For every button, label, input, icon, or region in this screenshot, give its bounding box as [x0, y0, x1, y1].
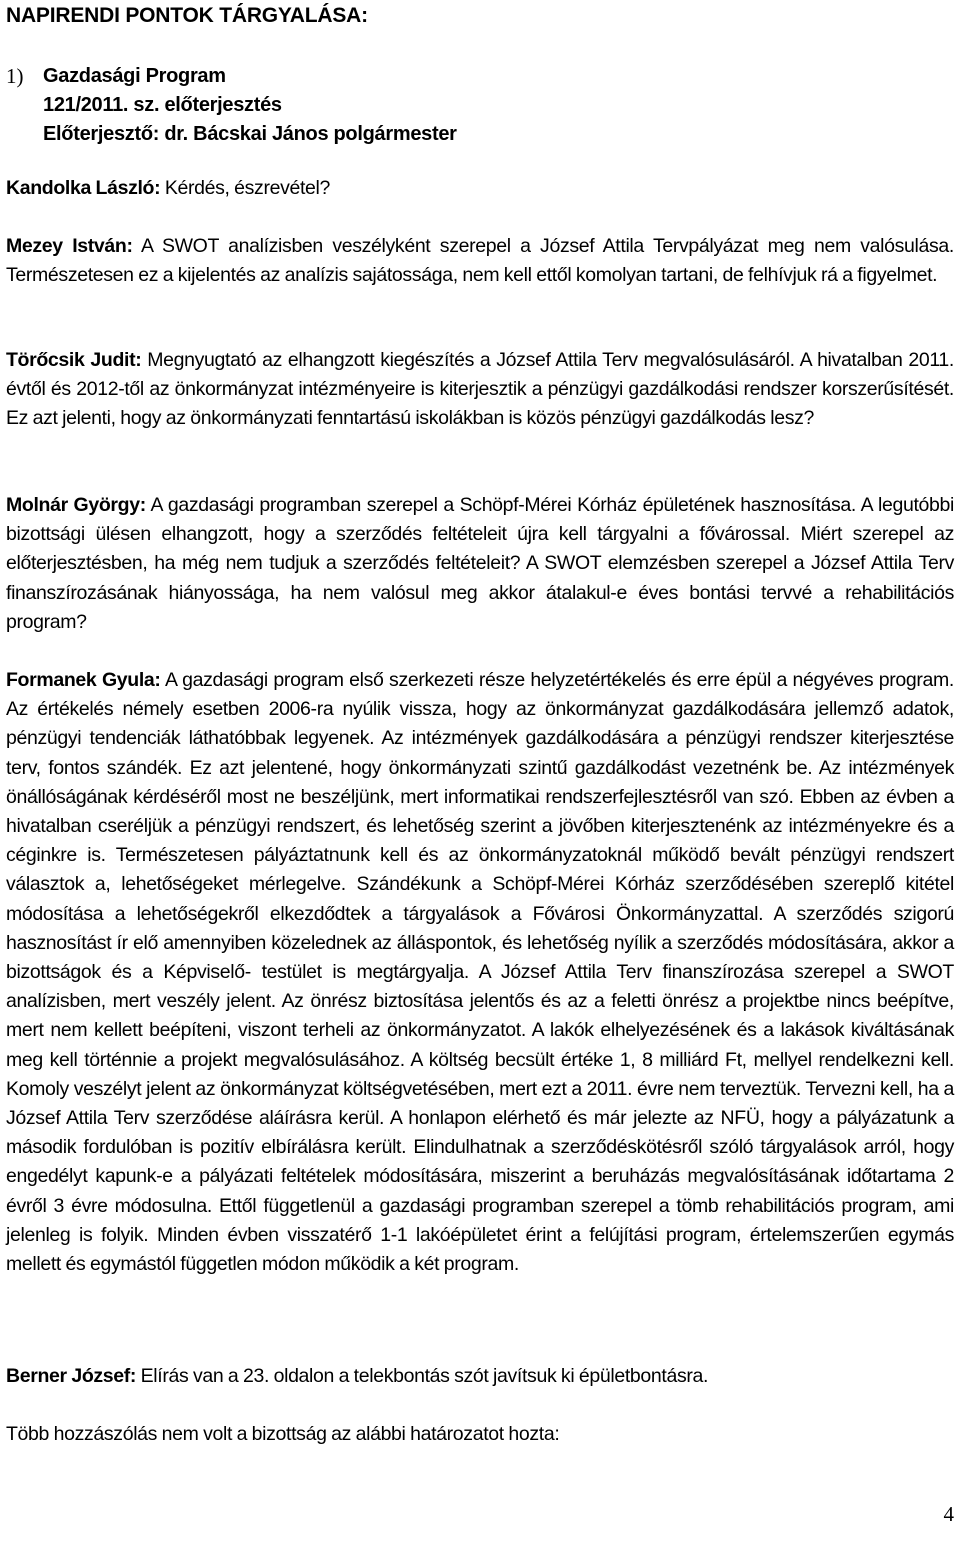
paragraph-formanek [6, 666, 954, 1279]
speaker-name: Molnár György: [6, 494, 146, 516]
paragraph-text: A gazdasági programban szerepel a Schöpf-Mérei Kórház épületének hasznosítása. A legutóbbi bizottsági ülésen elhangzott, hogy a szerződés feltételeit újra kell tárgyalni a fővárossal. Miért szerepel az előterjesztésben, ha még nem tudjuk a szerződés feltételeit? A SWOT elemzésben szerepel a József Attila Terv finanszírozásának hiányossága, ha nem valósul meg akkor átalakul-e éves bontási tervvé a rehabilitációs program? [6, 494, 954, 633]
paragraph-torocsik [6, 346, 954, 434]
paragraph-kandolka [6, 174, 954, 203]
speaker-name: Mezey István: [6, 235, 133, 257]
paragraph-molnar [6, 491, 954, 637]
speaker-name: Formanek Gyula: [6, 669, 161, 691]
paragraph-text: A SWOT analízisben veszélyként szerepel a József Attila Tervpályázat meg nem valósulása. Természetesen ez a kijelentés az analízis sajátossága, nem kell ettől komolyan tartani, de felhívjuk rá a figyelmet. [6, 235, 954, 287]
paragraph-berner [6, 1362, 954, 1391]
agenda-item-presenter: Előterjesztő: dr. Bácskai János polgármester [43, 123, 457, 145]
speaker-name: Kandolka László: [6, 177, 161, 199]
agenda-item [43, 62, 457, 149]
page-number: 4 [943, 1502, 954, 1526]
agenda-item-number: 1) [6, 64, 24, 88]
paragraph-text: A gazdasági program első szerkezeti része helyzetértékelés és erre épül a négyéves program. Az értékelés némely esetben 2006-ra nyúlik vissza, hogy az önkormányzat gazdálkodására jellemző adatok, pénzügyi tendenciák láthatóbbak legyenek. Az intézmények gazdálkodására a pénzügyi rendszer kiterjesztése terv, fontos szándék. Ez azt jelentené, hogy önkormányzati szintű gazdálkodást vezetnénk be. Az intézmények önállóságának kérdéséről most ne beszéljünk, mert informatikai rendszerfejlesztésről van szó. Ebben az évben a hivatalban cseréljük a pénzügyi rendszert, és lehetőség szerint a jövőben kiterjesztenénk az intézményekre és a céginkre is. Természetesen pályáztatnunk kell és az önkormányzatoknál működő bevált pénzügyi rendszert választok a, lehetőségeket mérlegelve. Szándékunk a Schöpf-Mérei Kórház szerződésében szereplő kitétel módosítása a lehetőségekről elkezdődtek a tárgyalások a Fővárosi Önkormányzattal. A szerződés szigorú hasznosítást ír elő amennyiben közelednek az álláspontok, és lehetőség nyílik a szerződés módosítására, akkor a bizottságok és a Képviselő- testület is megtárgyalja. A József Attila Terv finanszírozása szerepel a SWOT analízisben, mert veszély jelent. Az önrész biztosítása jelentős és az a feletti önrész a projektbe nincs beépítve, mert nem kellett beépíteni, viszont terheli az önkormányzatot. A lakók elhelyezésének és a lakások kiváltásának meg kell történnie a projekt megvalósulásához. A költség becsült értéke 1, 8 milliárd Ft, mellyel rendelkezni kell. Komoly veszélyt jelent az önkormányzat költségvetésében, mert ezt a 2011. évre nem terveztük. Tervezni kell, ha a József Attila Terv szerződése aláírásra kerül. A honlapon elérhető és már jelezte az NFÜ, hogy a pályázatunk a második fordulóban is pozitív elbírálásra került. Elindulhatnak a szerződéskötésről szóló tárgyalások arról, hogy engedélyt kapunk-e a pályázati feltételek módosítására, miszerint a beruházás megvalósításának időtartama 2 évről 3 évre módosulna. Ettől függetlenül a gazdasági programban szerepel a tömb rehabilitációs program, ami jelenleg is folyik. Minden évben visszatérő 1-1 lakóépületet érint a felújítási program, értelemszerűen egymás mellett és egymástól független módon működik a két program. [6, 669, 954, 1276]
paragraph-text: Elírás van a 23. oldalon a telekbontás szót javítsuk ki épületbontásra. [136, 1365, 709, 1387]
section-heading: NAPIRENDI PONTOK TÁRGYALÁSA: [6, 4, 368, 27]
agenda-item-reference: 121/2011. sz. előterjesztés [43, 94, 282, 116]
paragraph-mezey [6, 232, 954, 290]
speaker-name: Törőcsik Judit: [6, 349, 142, 371]
speaker-name: Berner József: [6, 1365, 137, 1387]
agenda-item-title: Gazdasági Program [43, 65, 226, 87]
paragraph-closing [6, 1420, 954, 1449]
paragraph-text: Több hozzászólás nem volt a bizottság az alábbi határozatot hozta: [6, 1423, 560, 1445]
paragraph-text: Kérdés, észrevétel? [160, 177, 331, 199]
paragraph-text: Megnyugtató az elhangzott kiegészítés a József Attila Terv megvalósulásáról. A hivatalban 2011. évtől és 2012-től az önkormányzat intézményeire is kiterjesztik a pénzügyi gazdálkodási rendszer korszerűsítését. Ez azt jelenti, hogy az önkormányzati fenntartású iskolákban is közös pénzügyi gazdálkodás lesz? [6, 349, 954, 430]
